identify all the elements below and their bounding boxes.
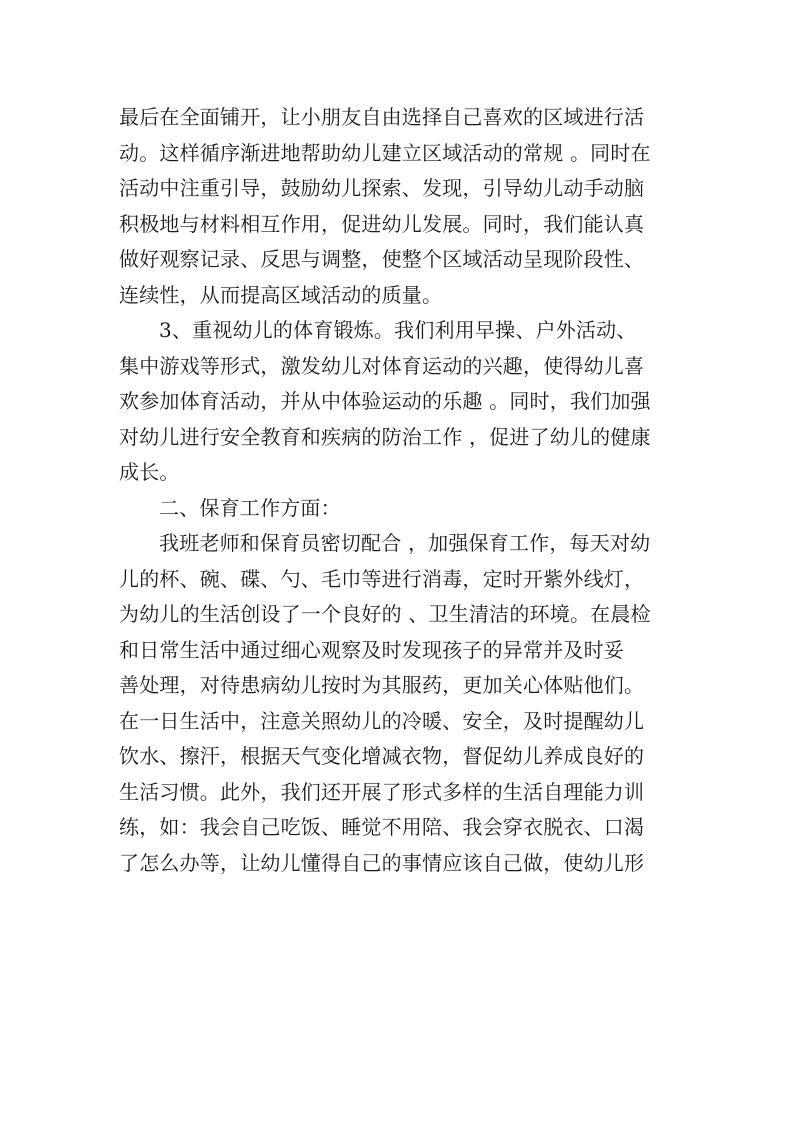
text-line: 儿的杯、碗、碟、勺、毛巾等进行消毒，定时开紫外线灯， bbox=[119, 566, 645, 591]
text-line: 对幼儿进行安全教育和疾病的防治工作 ，促进了幼儿的健康 bbox=[119, 424, 651, 449]
text-line: 练，如：我会自己吃饭、睡觉不用陪、我会穿衣脱衣、口渴 bbox=[119, 815, 645, 839]
section-heading-2: 二、保育工作方面： bbox=[159, 495, 341, 520]
text-line: 善处理，对待患病幼儿按时为其服药，更加关心体贴他们。 bbox=[119, 673, 645, 697]
text-line: 活动中注重引导，鼓励幼儿探索、发现，引导幼儿动手动脑 bbox=[119, 176, 645, 200]
text-line: 和日常生活中通过细心观察及时发现孩子的异常并及时妥 bbox=[119, 637, 624, 662]
text-line: 在一日生活中，注意关照幼儿的冷暖、安全，及时提醒幼儿 bbox=[119, 708, 645, 733]
text-line: 欢参加体育活动，并从中体验运动的乐趣 。同时，我们加强 bbox=[119, 389, 651, 413]
paragraph-start: 我班老师和保育员密切配合 ，加强保育工作，每天对幼 bbox=[159, 531, 651, 555]
text-line: 了怎么办等，让幼儿懂得自己的事情应该自己做，使幼儿形 bbox=[119, 850, 645, 875]
text-line: 积极地与材料相互作用，促进幼儿发展。同时，我们能认真 bbox=[119, 211, 645, 236]
text-line: 做好观察记录、反思与调整，使整个区域活动呈现阶段性、 bbox=[119, 247, 645, 271]
document-body bbox=[119, 100, 694, 881]
text-line: 连续性，从而提高区域活动的质量。 bbox=[119, 282, 443, 307]
text-line: 成长。 bbox=[119, 460, 180, 484]
text-line: 饮水、擦汗，根据天气变化增减衣物，督促幼儿养成良好的 bbox=[119, 744, 645, 768]
text-line: 集中游戏等形式，激发幼儿对体育运动的兴趣，使得幼儿喜 bbox=[119, 353, 645, 378]
text-line: 生活习惯。此外，我们还开展了形式多样的生活自理能力训 bbox=[119, 779, 645, 804]
text-line: 动。这样循序渐进地帮助幼儿建立区域活动的常规 。同时在 bbox=[119, 140, 651, 165]
section-heading-3: 3、重视幼儿的体育锻炼。我们利用早操、户外活动、 bbox=[159, 318, 637, 342]
text-line: 最后在全面铺开，让小朋友自由选择自己喜欢的区域进行活 bbox=[119, 105, 645, 129]
text-line: 为幼儿的生活创设了一个良好的 、卫生清洁的环境。在晨检 bbox=[119, 602, 651, 626]
